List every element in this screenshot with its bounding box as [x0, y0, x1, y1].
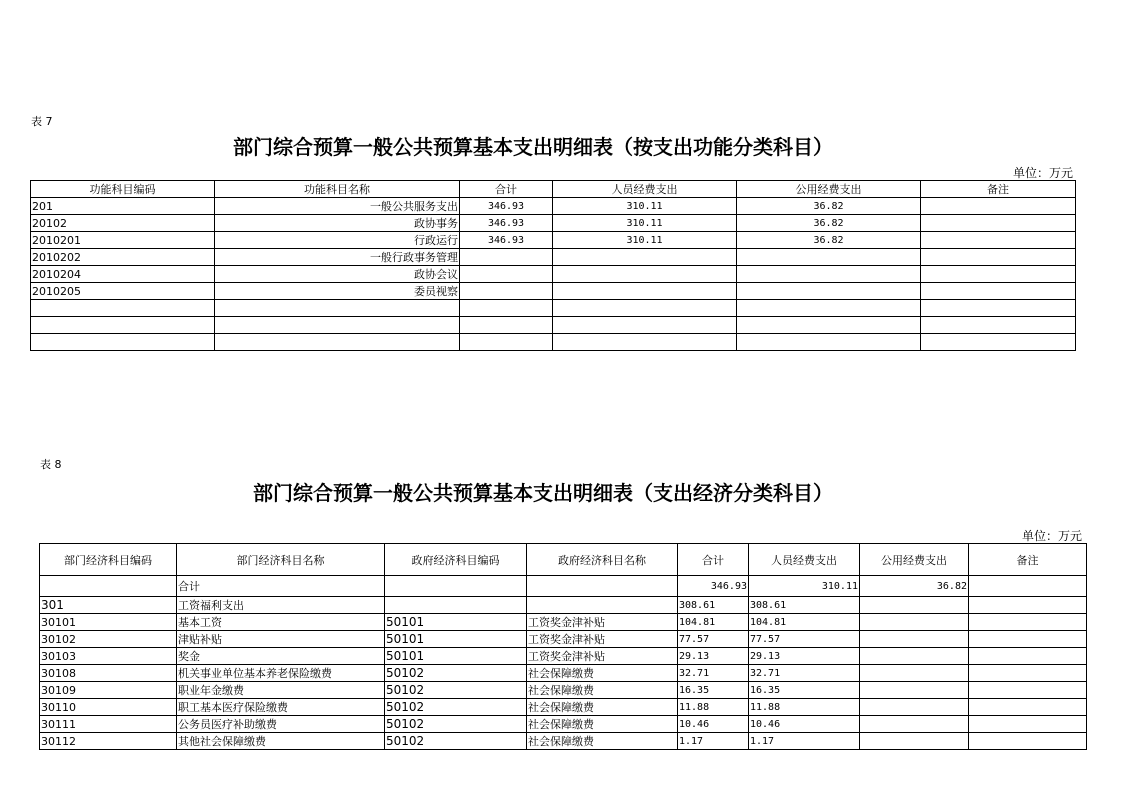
table7-cell: [553, 300, 737, 317]
table7-cell: [737, 266, 921, 283]
table8-row: [40, 597, 1087, 614]
table8-header-cell: 人员经费支出: [749, 544, 860, 576]
table7-cell: [553, 317, 737, 334]
table7-cell: 一般公共服务支出: [215, 198, 460, 215]
table8-header-cell: 部门经济科目编码: [40, 544, 177, 576]
table8-title: 部门综合预算一般公共预算基本支出明细表（支出经济分类科目）: [253, 481, 833, 505]
table8-cell: 30111: [40, 716, 177, 733]
table8-cell: 50102: [385, 699, 527, 716]
table7-cell: [737, 300, 921, 317]
table8-cell: 32.71: [749, 665, 860, 682]
table7-cell: 36.82: [737, 232, 921, 249]
table7-label: 表 7: [31, 115, 53, 128]
table7-cell: [215, 317, 460, 334]
table8-cell: 1.17: [749, 733, 860, 750]
table8-cell: 10.46: [749, 716, 860, 733]
table8-cell: [860, 716, 969, 733]
table8-cell: [860, 614, 969, 631]
table8-cell: [969, 716, 1087, 733]
table8-cell: 77.57: [678, 631, 749, 648]
table7-cell: [921, 283, 1076, 300]
table7-cell: 310.11: [553, 215, 737, 232]
table8-cell: 其他社会保障缴费: [177, 733, 385, 750]
table8-cell: [860, 733, 969, 750]
table7-cell: [921, 317, 1076, 334]
table8-cell: 50102: [385, 716, 527, 733]
table7-cell: 政协会议: [215, 266, 460, 283]
table8-cell: 工资奖金津补贴: [527, 614, 678, 631]
table7-cell: [460, 300, 553, 317]
table7-cell: [737, 283, 921, 300]
table7-cell: 一般行政事务管理: [215, 249, 460, 266]
table8-header-row: [40, 544, 1087, 576]
table7-cell: [553, 249, 737, 266]
table8-cell: 30108: [40, 665, 177, 682]
table7-cell: 行政运行: [215, 232, 460, 249]
table7-title: 部门综合预算一般公共预算基本支出明细表（按支出功能分类科目）: [233, 135, 833, 159]
table8-cell: 社会保障缴费: [527, 716, 678, 733]
table8-cell: 职工基本医疗保险缴费: [177, 699, 385, 716]
table8-cell: 30103: [40, 648, 177, 665]
table7-cell: 310.11: [553, 198, 737, 215]
table7-cell: [460, 266, 553, 283]
table7-header-cell: 功能科目名称: [215, 181, 460, 198]
table7-cell: [31, 317, 215, 334]
table7-row: [31, 334, 1076, 351]
table8-cell: [969, 682, 1087, 699]
table7-cell: [553, 334, 737, 351]
table8-cell: 工资奖金津补贴: [527, 631, 678, 648]
table7-cell: 2010204: [31, 266, 215, 283]
table8-cell: 346.93: [678, 576, 749, 597]
table7-cell: 346.93: [460, 232, 553, 249]
table8-cell: 基本工资: [177, 614, 385, 631]
table8-cell: [860, 699, 969, 716]
table7-cell: [921, 334, 1076, 351]
table8-cell: [969, 597, 1087, 614]
table7-header-cell: 功能科目编码: [31, 181, 215, 198]
table8-cell: 308.61: [678, 597, 749, 614]
table8-cell: 30110: [40, 699, 177, 716]
table8-header-cell: 政府经济科目编码: [385, 544, 527, 576]
table7-cell: 2010201: [31, 232, 215, 249]
table8-header-cell: 备注: [969, 544, 1087, 576]
table8-cell: 104.81: [749, 614, 860, 631]
table8-cell: [969, 648, 1087, 665]
table7-cell: 36.82: [737, 198, 921, 215]
table8-cell: 36.82: [860, 576, 969, 597]
table8: [39, 543, 1087, 750]
table7-header-cell: 备注: [921, 181, 1076, 198]
table7-cell: [921, 266, 1076, 283]
table8-cell: 工资福利支出: [177, 597, 385, 614]
table8-cell: 11.88: [678, 699, 749, 716]
table8-cell: 50102: [385, 682, 527, 699]
table8-cell: 30112: [40, 733, 177, 750]
table8-cell: [969, 665, 1087, 682]
table7-cell: 346.93: [460, 198, 553, 215]
table7-cell: 2010202: [31, 249, 215, 266]
table8-cell: 30102: [40, 631, 177, 648]
table7-cell: [553, 283, 737, 300]
table8-cell: 50102: [385, 665, 527, 682]
table8-cell: 301: [40, 597, 177, 614]
table8-cell: [527, 597, 678, 614]
table8-cell: 奖金: [177, 648, 385, 665]
table8-label: 表 8: [40, 458, 62, 471]
table8-row: [40, 665, 1087, 682]
table8-row: [40, 716, 1087, 733]
table7-cell: [215, 334, 460, 351]
table7: [30, 180, 1076, 351]
table8-cell: [969, 614, 1087, 631]
table8-cell: 社会保障缴费: [527, 682, 678, 699]
table8-row: [40, 699, 1087, 716]
table7-cell: 36.82: [737, 215, 921, 232]
table8-cell: 1.17: [678, 733, 749, 750]
table7-cell: [921, 300, 1076, 317]
table8-cell: [860, 665, 969, 682]
table7-row: [31, 317, 1076, 334]
table7-cell: [921, 232, 1076, 249]
table8-header-cell: 部门经济科目名称: [177, 544, 385, 576]
table7-cell: [460, 283, 553, 300]
table7-cell: 201: [31, 198, 215, 215]
table8-unit: 单位：万元: [1022, 529, 1083, 543]
table8-cell: 16.35: [749, 682, 860, 699]
table8-row: [40, 631, 1087, 648]
table8-cell: 77.57: [749, 631, 860, 648]
table7-header-cell: 公用经费支出: [737, 181, 921, 198]
table8-row: [40, 614, 1087, 631]
table8-cell: 50101: [385, 614, 527, 631]
table8-cell: 29.13: [749, 648, 860, 665]
table8-header-cell: 合计: [678, 544, 749, 576]
table8-cell: 社会保障缴费: [527, 665, 678, 682]
table8-cell: 机关事业单位基本养老保险缴费: [177, 665, 385, 682]
table8-cell: [969, 733, 1087, 750]
table8-cell: 50101: [385, 648, 527, 665]
table7-header-cell: 人员经费支出: [553, 181, 737, 198]
table8-total-row: [40, 576, 1087, 597]
table7-cell: 委员视察: [215, 283, 460, 300]
table7-row: [31, 300, 1076, 317]
table8-cell: 合计: [177, 576, 385, 597]
table7-row: [31, 266, 1076, 283]
table8-cell: 津贴补贴: [177, 631, 385, 648]
table7-cell: [460, 249, 553, 266]
table7-cell: 310.11: [553, 232, 737, 249]
table8-cell: [969, 576, 1087, 597]
table8-cell: [860, 631, 969, 648]
table8-cell: 11.88: [749, 699, 860, 716]
table7-cell: [460, 317, 553, 334]
table8-cell: 29.13: [678, 648, 749, 665]
table7-header-row: [31, 181, 1076, 198]
table8-cell: 社会保障缴费: [527, 733, 678, 750]
table8-cell: 32.71: [678, 665, 749, 682]
table7-row: [31, 232, 1076, 249]
table7-row: [31, 249, 1076, 266]
table8-cell: 30109: [40, 682, 177, 699]
table8-cell: [40, 576, 177, 597]
table8-cell: 社会保障缴费: [527, 699, 678, 716]
table7-row: [31, 198, 1076, 215]
table8-row: [40, 682, 1087, 699]
table7-row: [31, 215, 1076, 232]
table7-cell: [460, 334, 553, 351]
table8-cell: 工资奖金津补贴: [527, 648, 678, 665]
table7-cell: 20102: [31, 215, 215, 232]
table8-cell: [385, 597, 527, 614]
table8-cell: 职业年金缴费: [177, 682, 385, 699]
table7-cell: [737, 334, 921, 351]
table8-header-cell: 公用经费支出: [860, 544, 969, 576]
table7-unit: 单位：万元: [1013, 166, 1074, 180]
table8-cell: 308.61: [749, 597, 860, 614]
table8-row: [40, 648, 1087, 665]
table8-cell: [860, 597, 969, 614]
table7-cell: [921, 198, 1076, 215]
table7-cell: [737, 249, 921, 266]
table7-cell: 346.93: [460, 215, 553, 232]
table8-cell: [527, 576, 678, 597]
table7-row: [31, 283, 1076, 300]
table7-cell: [31, 300, 215, 317]
table8-cell: [969, 699, 1087, 716]
table8-cell: 104.81: [678, 614, 749, 631]
table8-cell: [385, 576, 527, 597]
table8-header-cell: 政府经济科目名称: [527, 544, 678, 576]
table7-cell: [737, 317, 921, 334]
table7-cell: 政协事务: [215, 215, 460, 232]
table8-cell: 30101: [40, 614, 177, 631]
table7-cell: [553, 266, 737, 283]
table8-cell: [860, 648, 969, 665]
table8-cell: 50101: [385, 631, 527, 648]
table8-row: [40, 733, 1087, 750]
table7-cell: [215, 300, 460, 317]
table7-header-cell: 合计: [460, 181, 553, 198]
table7-cell: [921, 215, 1076, 232]
table7-cell: [31, 334, 215, 351]
table8-cell: 16.35: [678, 682, 749, 699]
table8-cell: [969, 631, 1087, 648]
table8-cell: 50102: [385, 733, 527, 750]
table8-cell: 310.11: [749, 576, 860, 597]
table8-cell: 公务员医疗补助缴费: [177, 716, 385, 733]
table8-cell: [860, 682, 969, 699]
table7-cell: 2010205: [31, 283, 215, 300]
table8-cell: 10.46: [678, 716, 749, 733]
table7-cell: [921, 249, 1076, 266]
